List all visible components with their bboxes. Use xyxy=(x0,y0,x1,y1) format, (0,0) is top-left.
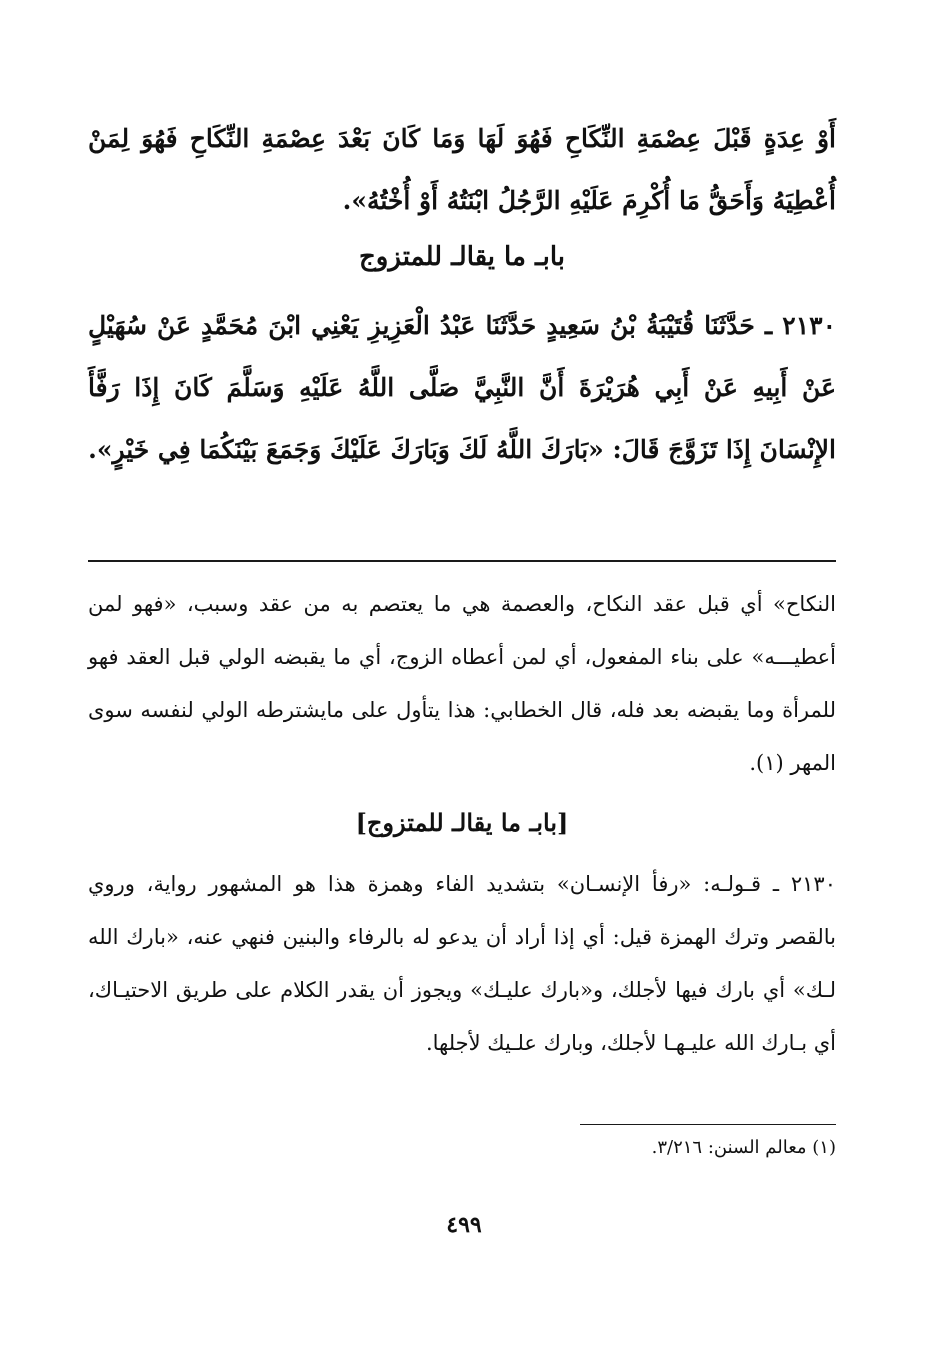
footnote-rule xyxy=(580,1124,836,1125)
footnote: (١) معالم السنن: ٣/٢١٦. xyxy=(651,1137,836,1158)
page-number: ٤٩٩ xyxy=(446,1212,482,1238)
hadith-continuation-text: أَوْ عِدَةٍ قَبْلَ عِصْمَةِ النِّكَاحِ فَهُوَ لَهَا وَمَا كَانَ بَعْدَ عِصْمَةِ النِّكَاحِ فَهُوَ لِمَنْ أُعْطِيَهُ وَأَحَقُّ مَا أُكْرِمَ عَلَيْهِ الرَّجُلُ ابْنَتُهُ أَوْ أُخْتُهُ». xyxy=(88,124,836,215)
commentary-2130-paragraph: ٢١٣٠ ـ قـولـه: «رفأ الإنسـان» بتشديد الفاء وهمزة هذا هو المشهور رواية، وروي بالقصر وترك الهمزة قيل: أي إذا أراد أن يدعو له بالرفاء والبنين فنهي عنه، «بارك الله لـك» أي بارك فيها لأجلك، و«بارك عليـك» ويجوز أن يقدر الكلام على طريق الاحتيـاك، أي بـارك الله عليـهـا لأجلك، وبارك علـيك لأجلها. xyxy=(88,872,836,1055)
commentary-divider xyxy=(88,560,836,562)
hadith-2130-text: ٢١٣٠ ـ حَدَّثَنَا قُتَيْبَةُ بْنُ سَعِيدٍ حَدَّثَنَا عَبْدُ الْعَزِيزِ يَعْنِي ابْنَ مُحَمَّدٍ عَنْ سُهَيْلٍ عَنْ أَبِيهِ عَنْ أَبِي هُرَيْرَةَ أَنَّ النَّبِيَّ صَلَّى اللَّهُ عَلَيْهِ وَسَلَّمَ كَانَ إِذَا رَفَّأَ الإِنْسَانَ إِذَا تَزَوَّجَ قَالَ: «بَارَكَ اللَّهُ لَكَ وَبَارَكَ عَلَيْكَ وَجَمَعَ بَيْنَكُمَا فِي خَيْرٍ». xyxy=(88,311,836,464)
commentary-paragraph: النكاح» أي قبل عقد النكاح، والعصمة هي ما يعتصم به من عقد وسبب، «فهو لمن أعطيـــه» على بناء المفعول، أي لمن أعطاه الزوج، أي ما يقبضه الولي قبل العقد فهو للمرأة وما يقبضه بعد فله، قال الخطابي: هذا يتأول على مايشترطه الولي لنفسه سوى المهر (١). xyxy=(88,592,836,775)
chapter-heading: بابـ ما يقالـ للمتزوج xyxy=(359,242,565,272)
commentary-chapter-heading: [بابـ ما يقالـ للمتزوج] xyxy=(355,808,569,837)
